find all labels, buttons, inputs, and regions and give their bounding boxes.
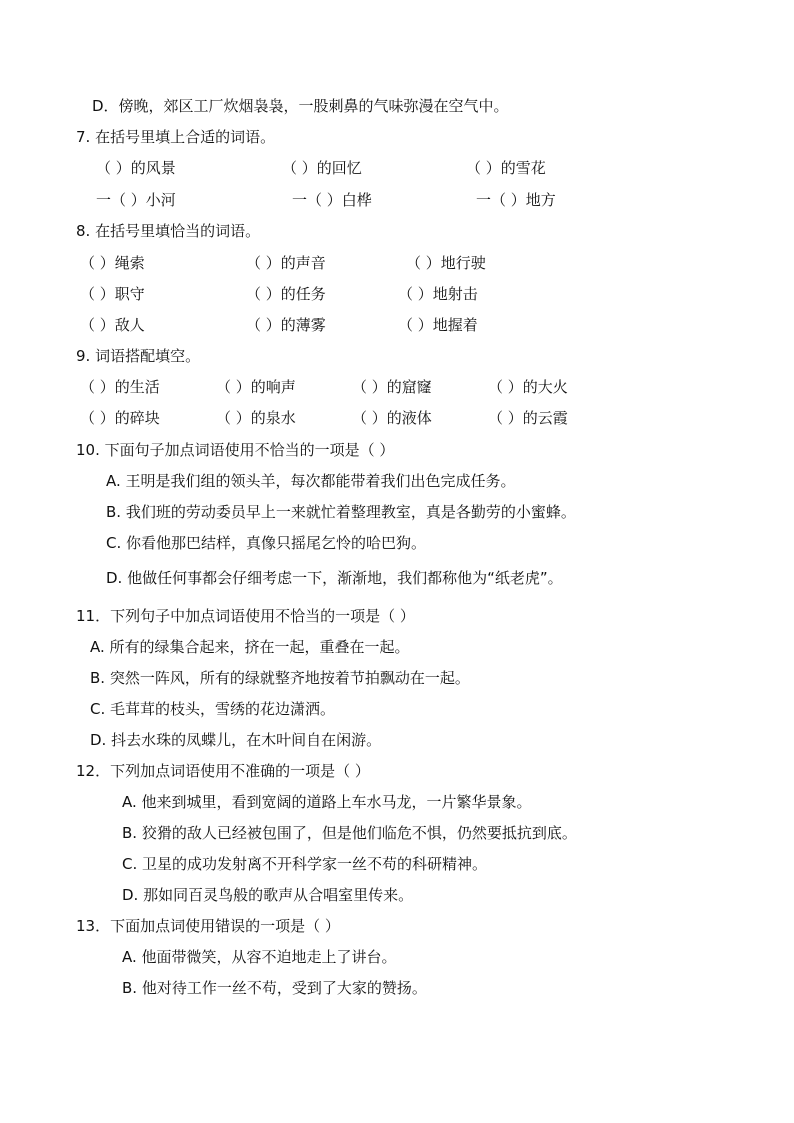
q11-option-b[interactable]: B. 突然一阵风，所有的绿就整齐地按着节拍飘动在一起。	[90, 669, 470, 687]
q7-blank[interactable]: 一（ ）地方	[476, 191, 556, 209]
question-10: 10. 下面句子加点词语使用不恰当的一项是（ ）	[76, 441, 395, 459]
q12-option-b[interactable]: B. 狡猾的敌人已经被包围了，但是他们临危不惧，仍然要抵抗到底。	[122, 824, 577, 842]
q9-blank[interactable]: （ ）的大火	[488, 378, 568, 396]
q8-blank[interactable]: （ ）职守	[80, 285, 145, 303]
q9-blank[interactable]: （ ）的液体	[352, 409, 432, 427]
q7-blank[interactable]: 一（ ）小河	[96, 191, 176, 209]
question-8: 8. 在括号里填恰当的词语。	[76, 222, 261, 240]
q6-option-d: D．傍晚，郊区工厂炊烟袅袅，一股刺鼻的气味弥漫在空气中。	[92, 97, 509, 115]
q9-blank[interactable]: （ ）的云霞	[488, 409, 568, 427]
q12-option-a[interactable]: A. 他来到城里，看到宽阔的道路上车水马龙，一片繁华景象。	[122, 793, 532, 811]
q8-blank[interactable]: （ ）的薄雾	[246, 316, 326, 334]
q8-blank[interactable]: （ ）敌人	[80, 316, 145, 334]
q11-option-a[interactable]: A. 所有的绿集合起来，挤在一起，重叠在一起。	[90, 638, 410, 656]
q8-blank[interactable]: （ ）地射击	[398, 285, 478, 303]
q9-blank[interactable]: （ ）的响声	[216, 378, 296, 396]
q7-blank[interactable]: （ ）的回忆	[282, 159, 362, 177]
q10-option-d[interactable]: D. 他做任何事都会仔细考虑一下，渐渐地，我们都称他为“纸老虎”。	[106, 569, 563, 587]
q8-blank[interactable]: （ ）地行驶	[406, 254, 486, 272]
q9-blank[interactable]: （ ）的碎块	[80, 409, 160, 427]
q10-option-c[interactable]: C. 你看他那巴结样，真像只摇尾乞怜的哈巴狗。	[106, 534, 427, 552]
q7-blank[interactable]: （ ）的雪花	[466, 159, 546, 177]
q8-blank[interactable]: （ ）地握着	[398, 316, 478, 334]
q9-blank[interactable]: （ ）的生活	[80, 378, 160, 396]
question-11: 11．下列句子中加点词语使用不恰当的一项是（ ）	[76, 607, 415, 625]
q8-row-1	[80, 253, 640, 273]
q10-option-b[interactable]: B. 我们班的劳动委员早上一来就忙着整理教室，真是各勤劳的小蜜蜂。	[106, 503, 576, 521]
q9-row-2	[80, 408, 620, 428]
question-13: 13．下面加点词使用错误的一项是（ ）	[76, 917, 340, 935]
q9-blank[interactable]: （ ）的泉水	[216, 409, 296, 427]
q10-option-a[interactable]: A. 王明是我们组的领头羊，每次都能带着我们出色完成任务。	[106, 472, 516, 490]
q11-option-d[interactable]: D. 抖去水珠的凤蝶儿，在木叶间自在闲游。	[90, 731, 382, 749]
q13-option-a[interactable]: A. 他面带微笑，从容不迫地走上了讲台。	[122, 948, 397, 966]
q8-blank[interactable]: （ ）的任务	[246, 285, 326, 303]
q8-row-3	[80, 315, 640, 335]
q8-row-2	[80, 284, 640, 304]
q7-row-2	[96, 190, 656, 210]
q11-option-c[interactable]: C. 毛茸茸的枝头，雪绣的花边潇洒。	[90, 700, 336, 718]
q7-blank[interactable]: （ ）的风景	[96, 159, 176, 177]
q8-blank[interactable]: （ ）绳索	[80, 254, 145, 272]
question-12: 12．下列加点词语使用不准确的一项是（ ）	[76, 762, 370, 780]
question-9: 9. 词语搭配填空。	[76, 347, 201, 365]
q7-blank[interactable]: 一（ ）白桦	[292, 191, 372, 209]
q8-blank[interactable]: （ ）的声音	[246, 254, 326, 272]
q12-option-d[interactable]: D. 那如同百灵鸟般的歌声从合唱室里传来。	[122, 886, 414, 904]
q13-option-b[interactable]: B. 他对待工作一丝不苟，受到了大家的赞扬。	[122, 979, 427, 997]
question-7: 7. 在括号里填上合适的词语。	[76, 128, 276, 146]
q7-row-1	[96, 158, 656, 178]
q12-option-c[interactable]: C. 卫星的成功发射离不开科学家一丝不苟的科研精神。	[122, 855, 488, 873]
q9-blank[interactable]: （ ）的窟窿	[352, 378, 432, 396]
q9-row-1	[80, 377, 620, 397]
